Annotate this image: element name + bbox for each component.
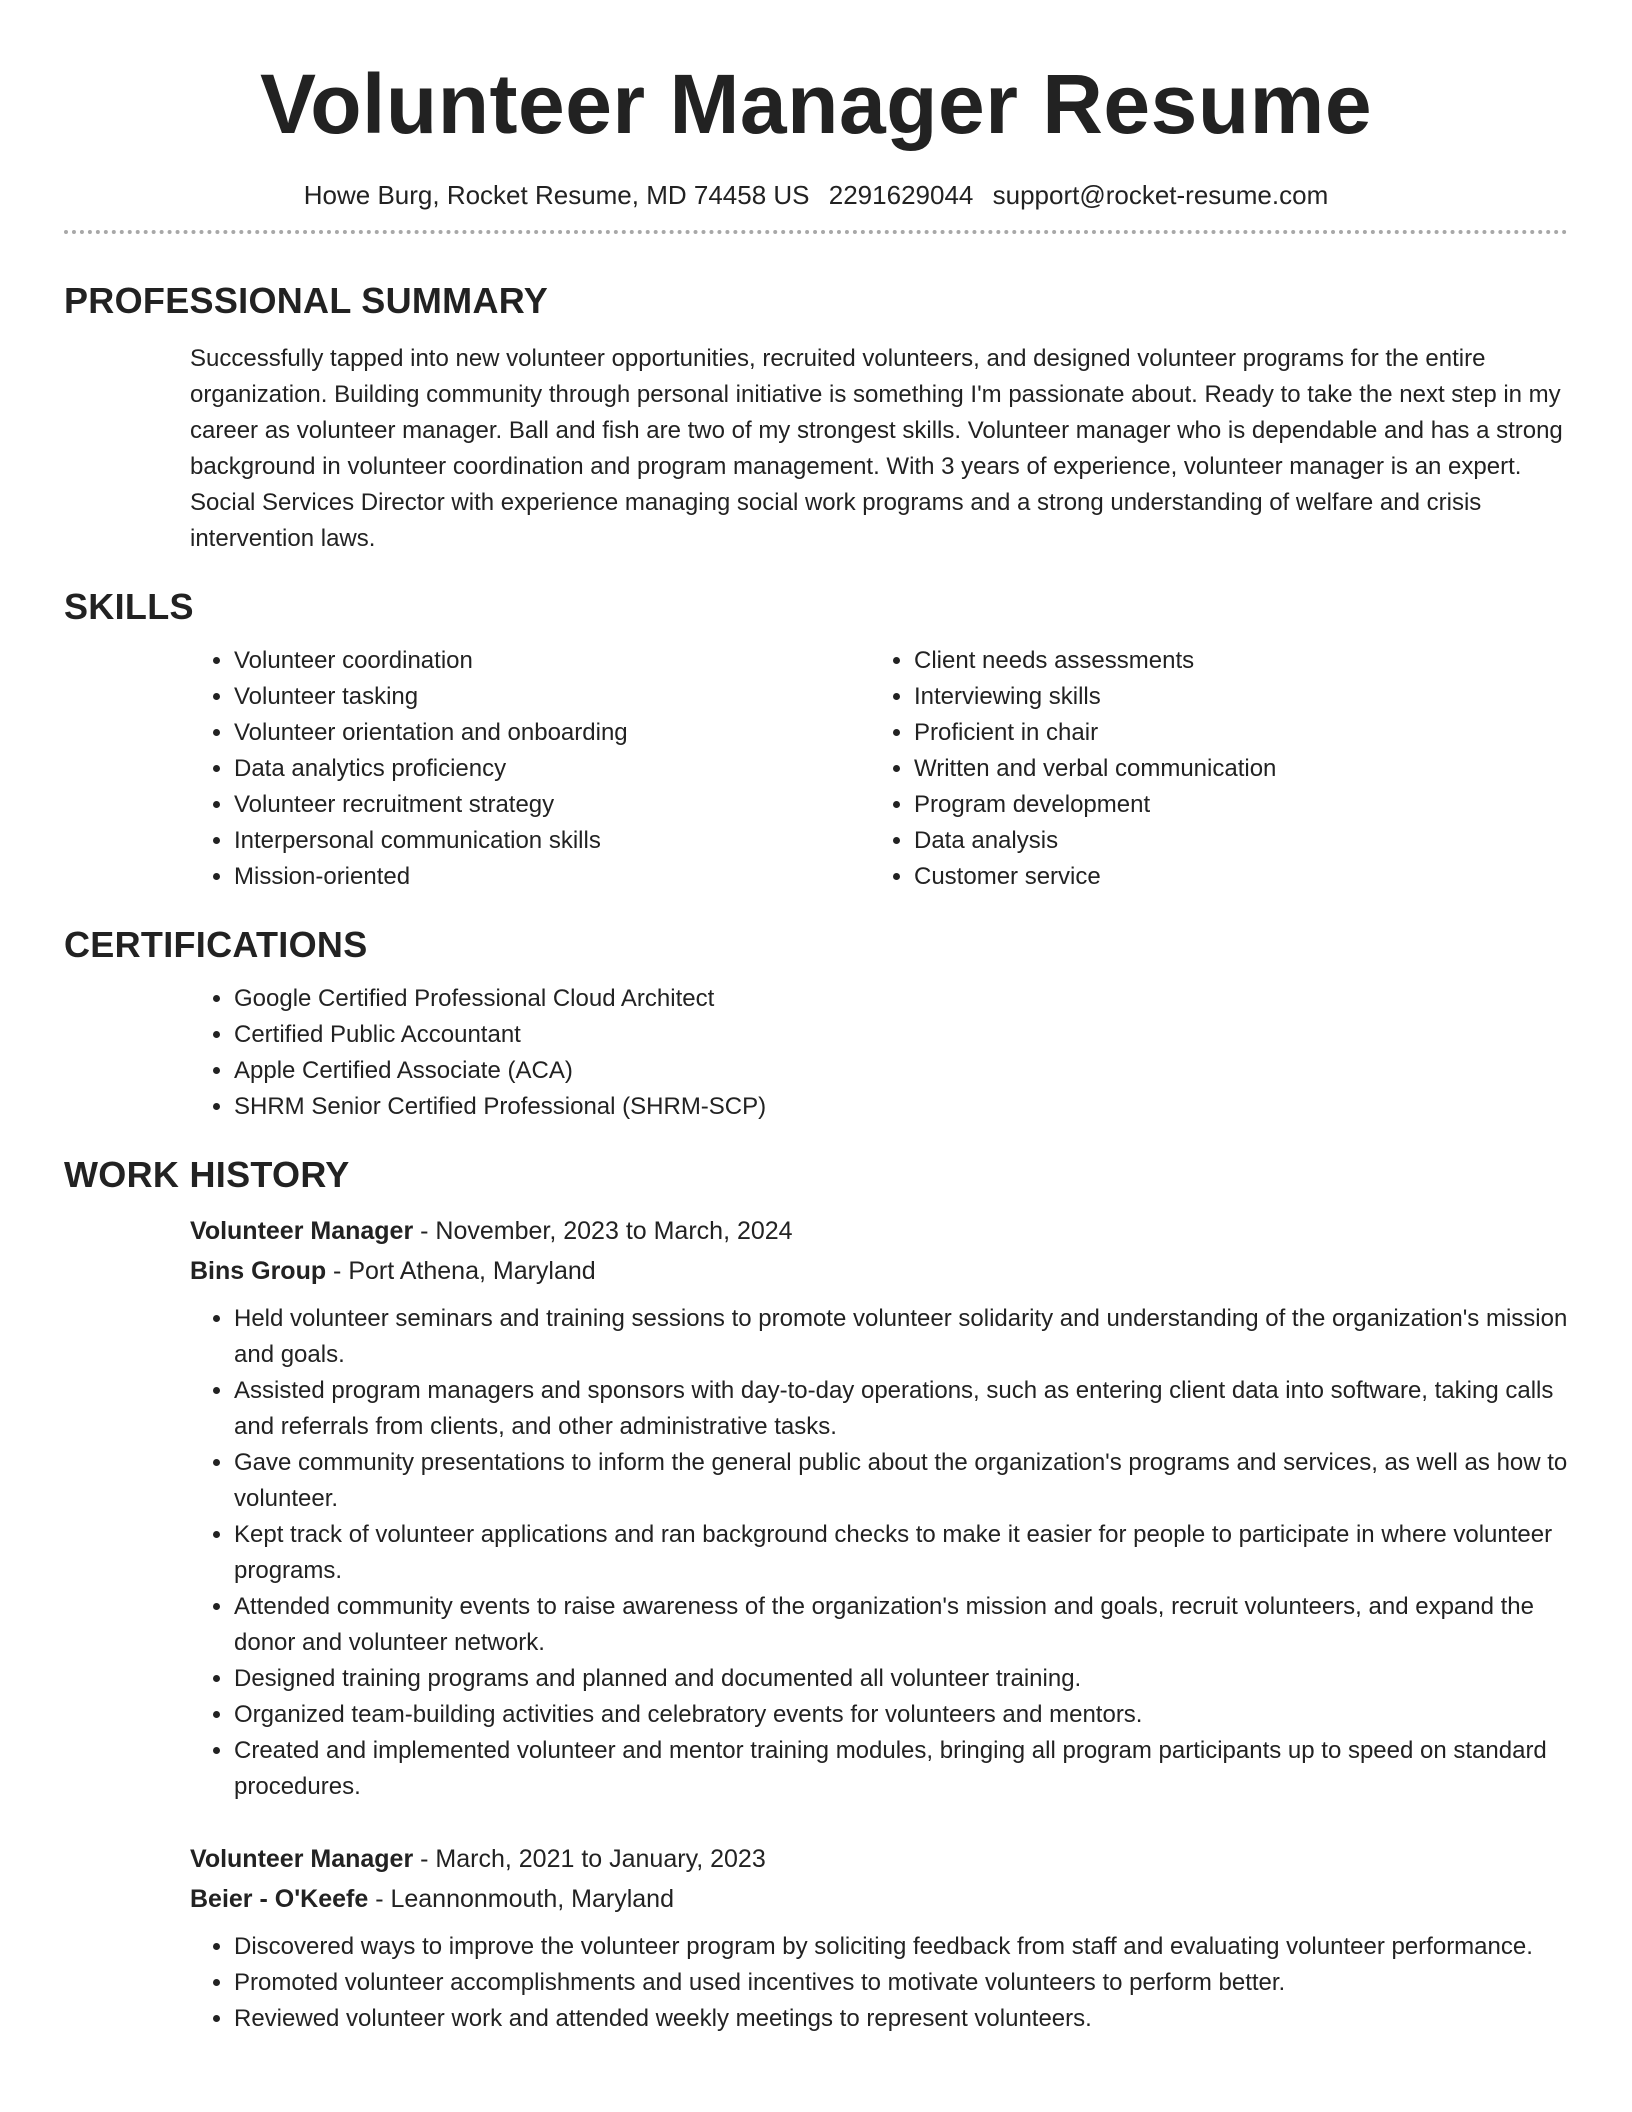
skill-item: • Customer service xyxy=(914,859,1550,895)
job-bullets xyxy=(190,1929,1568,2037)
work-history-heading: WORK HISTORY xyxy=(64,1154,350,1195)
job-title-line xyxy=(190,1839,1568,1879)
job-entry xyxy=(190,1839,1568,2037)
skill-item: • Volunteer coordination xyxy=(234,643,870,679)
resume-page xyxy=(64,0,1568,2037)
contact-address: Howe Burg, Rocket Resume, MD 74458 US xyxy=(303,180,810,210)
job-title-line xyxy=(190,1211,1568,1251)
job-bullet: • Created and implemented volunteer and mentor training modules, bringing all program participants up to speed on standard procedures. xyxy=(234,1733,1568,1805)
skill-item: • Volunteer tasking xyxy=(234,679,870,715)
contact-line xyxy=(64,178,1568,212)
contact-phone: 2291629044 xyxy=(828,180,974,210)
job-dates: - November, 2023 to March, 2024 xyxy=(413,1217,793,1245)
skill-item: • Volunteer recruitment strategy xyxy=(234,787,870,823)
job-bullet: • Attended community events to raise awareness of the organization's mission and goals, recruit volunteers, and expand the donor and volunteer network. xyxy=(234,1589,1568,1661)
skill-item: • Proficient in chair xyxy=(914,715,1550,751)
job-bullet: • Gave community presentations to inform the general public about the organization's programs and services, as well as how to volunteer. xyxy=(234,1445,1568,1517)
job-bullet: • Held volunteer seminars and training sessions to promote volunteer solidarity and understanding of the organization's mission and goals. xyxy=(234,1301,1568,1373)
contact-email[interactable]: support@rocket-resume.com xyxy=(992,180,1329,210)
certification-item: • SHRM Senior Certified Professional (SHRM-SCP) xyxy=(234,1089,1568,1125)
job-bullets xyxy=(190,1301,1568,1805)
skills-list xyxy=(190,643,1568,895)
job-location: - Leannonmouth, Maryland xyxy=(368,1885,674,1913)
job-title: Volunteer Manager xyxy=(190,1217,414,1245)
skill-item: • Interviewing skills xyxy=(914,679,1550,715)
job-bullet: • Kept track of volunteer applications and ran background checks to make it easier for people to participate in where volunteer programs. xyxy=(234,1517,1568,1589)
job-title: Volunteer Manager xyxy=(190,1845,414,1873)
summary-text: Successfully tapped into new volunteer opportunities, recruited volunteers, and designed volunteer programs for the entire organization. Building community through personal initiative is something I'm passionate about. Ready to take the next step in my career as volunteer manager. Ball and fish are two of my strongest skills. Volunteer manager who is dependable and has a strong background in volunteer coordination and program management. With 3 years of experience, volunteer manager is an expert. Social Services Director with experience managing social work programs and a strong understanding of welfare and crisis intervention laws. xyxy=(190,345,1563,552)
job-company: Beier - O'Keefe xyxy=(190,1885,369,1913)
certifications-list xyxy=(190,981,1568,1125)
summary-heading: PROFESSIONAL SUMMARY xyxy=(64,280,549,321)
skill-item: • Volunteer orientation and onboarding xyxy=(234,715,870,751)
certification-item: • Certified Public Accountant xyxy=(234,1017,1568,1053)
certifications-heading: CERTIFICATIONS xyxy=(64,924,368,965)
skill-item: • Program development xyxy=(914,787,1550,823)
skill-item: • Mission-oriented xyxy=(234,859,870,895)
skills-heading: SKILLS xyxy=(64,586,194,627)
job-location: - Port Athena, Maryland xyxy=(326,1257,596,1285)
job-entry xyxy=(190,1211,1568,1805)
skill-item: • Interpersonal communication skills xyxy=(234,823,870,859)
job-bullet: • Organized team-building activities and celebratory events for volunteers and mentors. xyxy=(234,1697,1568,1733)
job-company-line xyxy=(190,1251,1568,1291)
job-dates: - March, 2021 to January, 2023 xyxy=(413,1845,766,1873)
job-company: Bins Group xyxy=(190,1257,327,1285)
skill-item: • Written and verbal communication xyxy=(914,751,1550,787)
skill-item: • Data analytics proficiency xyxy=(234,751,870,787)
skills-column-right xyxy=(870,643,1550,895)
skill-item: • Client needs assessments xyxy=(914,643,1550,679)
resume-title: Volunteer Manager Resume xyxy=(259,57,1373,151)
skills-column-left xyxy=(190,643,870,895)
job-bullet: • Assisted program managers and sponsors with day-to-day operations, such as entering client data into software, taking calls and referrals from clients, and other administrative tasks. xyxy=(234,1373,1568,1445)
job-bullet: • Reviewed volunteer work and attended weekly meetings to represent volunteers. xyxy=(234,2001,1568,2037)
certification-item: • Google Certified Professional Cloud Architect xyxy=(234,981,1568,1017)
header-divider xyxy=(64,230,1568,234)
skill-item: • Data analysis xyxy=(914,823,1550,859)
certification-item: • Apple Certified Associate (ACA) xyxy=(234,1053,1568,1089)
job-bullet: • Discovered ways to improve the volunteer program by soliciting feedback from staff and evaluating volunteer performance. xyxy=(234,1929,1568,1965)
job-bullet: • Promoted volunteer accomplishments and used incentives to motivate volunteers to perform better. xyxy=(234,1965,1568,2001)
job-bullet: • Designed training programs and planned and documented all volunteer training. xyxy=(234,1661,1568,1697)
job-company-line xyxy=(190,1879,1568,1919)
